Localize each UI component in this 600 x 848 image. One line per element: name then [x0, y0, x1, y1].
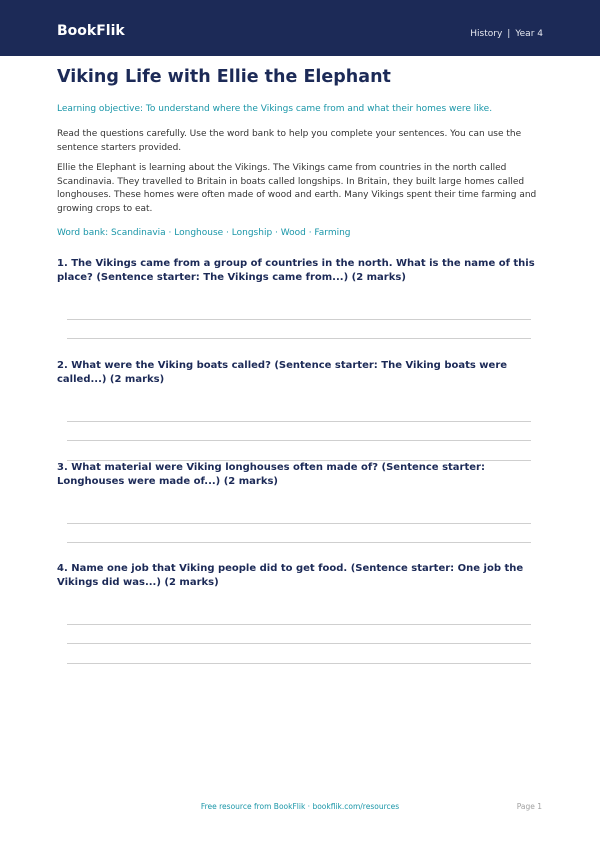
answer-line[interactable] — [67, 663, 531, 664]
answer-line[interactable] — [67, 542, 531, 543]
answer-line[interactable] — [67, 319, 531, 320]
instructions-text: Read the questions carefully. Use the word bank to help you complete your sentences. You can use the sentence starters provided. — [57, 129, 522, 153]
header-bar — [0, 0, 600, 56]
brand-logo[interactable]: BookFlik — [57, 23, 125, 39]
reading-passage: Ellie the Elephant is learning about the Vikings. The Vikings came from countries in the north called Scandinavia. They travelled to Britain in boats called longships. In Britain, they built large homes called longhouses. These homes were often made of wood and earth. Many Vikings spent their time farming and growing crops to eat. — [57, 163, 537, 214]
footer-text[interactable]: Free resource from BookFlik · bookflik.com/resources — [200, 802, 400, 811]
question-2 — [57, 359, 543, 387]
word-bank: Word bank: Scandinavia · Longhouse · Longship · Wood · Farming — [57, 228, 351, 238]
breadcrumb-separator: | — [507, 29, 511, 39]
question-text: 3. What material were Viking longhouses often made of? (Sentence starter: Longhouses were made of...) (2 marks) — [57, 462, 485, 487]
learning-objective: Learning objective: To understand where the Vikings came from and what their homes were like. — [57, 104, 493, 114]
breadcrumb-subject: History — [470, 29, 503, 39]
answer-line[interactable] — [67, 624, 531, 625]
answer-line[interactable] — [67, 440, 531, 441]
page-number: Page 1 — [516, 802, 542, 811]
worksheet-intro — [57, 66, 543, 239]
answer-line[interactable] — [67, 523, 531, 524]
question-text: 1. The Vikings came from a group of countries in the north. What is the name of this place? (Sentence starter: The Vikings came from...) (2 marks) — [57, 258, 535, 283]
answer-line[interactable] — [67, 338, 531, 339]
question-4 — [57, 562, 543, 590]
page-title: Viking Life with Ellie the Elephant — [57, 67, 391, 87]
answer-line[interactable] — [67, 421, 531, 422]
question-1 — [57, 257, 543, 285]
breadcrumb — [470, 27, 543, 41]
question-3 — [57, 461, 543, 489]
question-text: 2. What were the Viking boats called? (Sentence starter: The Viking boats were called...) (2 marks) — [57, 360, 508, 385]
answer-line[interactable] — [67, 643, 531, 644]
breadcrumb-year: Year 4 — [515, 29, 543, 39]
question-text: 4. Name one job that Viking people did to get food. (Sentence starter: One job the Vikings did was...) (2 marks) — [57, 563, 524, 588]
